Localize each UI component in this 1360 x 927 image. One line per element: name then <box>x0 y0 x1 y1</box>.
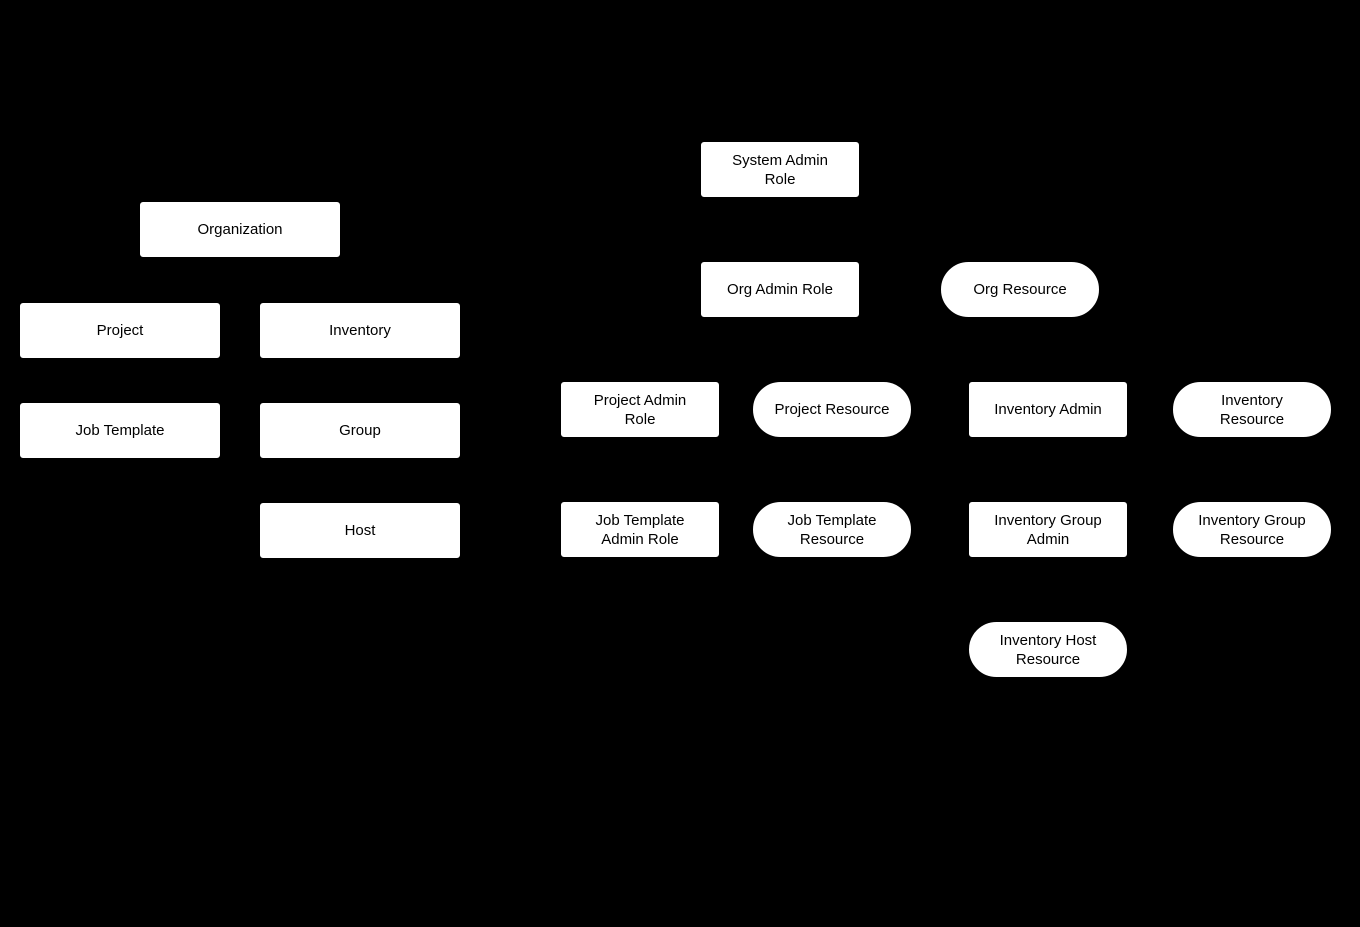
node-label: Project Resource <box>774 401 890 418</box>
node-job-template-admin-role[interactable] <box>561 502 719 557</box>
node-project[interactable] <box>20 303 220 358</box>
node-label: Job Template <box>75 422 165 439</box>
node-label: Organization <box>197 221 283 238</box>
node-label: Project Admin Role <box>593 391 687 428</box>
node-project-resource[interactable] <box>753 382 911 437</box>
node-organization[interactable] <box>140 202 340 257</box>
node-project-admin-role[interactable] <box>561 382 719 437</box>
node-label: Org Admin Role <box>727 281 833 298</box>
node-label: Inventory <box>329 322 391 339</box>
node-org-admin-role[interactable] <box>701 262 859 317</box>
node-job-template[interactable] <box>20 403 220 458</box>
node-group[interactable] <box>260 403 460 458</box>
node-org-resource[interactable] <box>941 262 1099 317</box>
node-label: Inventory Group Admin <box>994 511 1102 548</box>
node-label: Inventory Resource <box>1219 391 1285 428</box>
node-inventory-admin[interactable] <box>969 382 1127 437</box>
node-inventory-group-admin[interactable] <box>969 502 1127 557</box>
node-label: Host <box>344 522 376 539</box>
node-host[interactable] <box>260 503 460 558</box>
node-label: Inventory Group Resource <box>1198 511 1306 548</box>
node-label: Group <box>339 422 381 439</box>
node-inventory-host-resource[interactable] <box>969 622 1127 677</box>
node-inventory-group-resource[interactable] <box>1173 502 1331 557</box>
node-label: Job Template Resource <box>787 511 877 548</box>
node-label: Org Resource <box>973 281 1067 298</box>
node-label: Inventory Host Resource <box>999 631 1097 668</box>
node-label: Inventory Admin <box>994 401 1102 418</box>
node-label: System Admin Role <box>732 151 828 188</box>
node-label: Job Template Admin Role <box>595 511 685 548</box>
node-label: Project <box>96 322 144 339</box>
node-system-admin-role[interactable] <box>701 142 859 197</box>
node-job-template-resource[interactable] <box>753 502 911 557</box>
node-inventory[interactable] <box>260 303 460 358</box>
node-inventory-resource[interactable] <box>1173 382 1331 437</box>
